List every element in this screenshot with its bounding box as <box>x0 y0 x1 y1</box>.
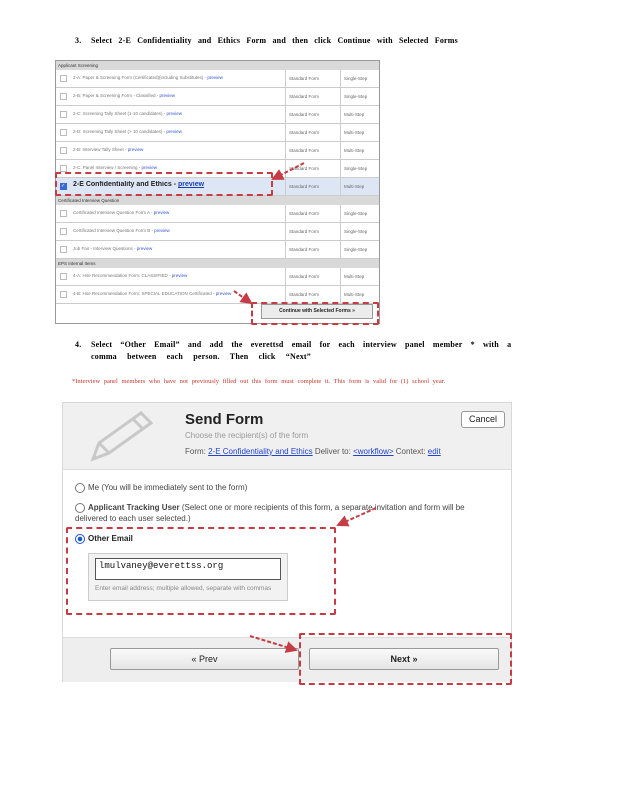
form-method: Multi-Step <box>340 286 379 303</box>
preview-link[interactable]: preview <box>141 165 158 170</box>
preview-link[interactable]: preview <box>127 147 144 152</box>
form-type: Standard Form <box>285 178 340 195</box>
form-name-text: Job Fair - Interview Questions - <box>73 246 137 251</box>
option-me-label: Me (You will be immediately sent to the form) <box>88 483 248 493</box>
send-form-subtitle: Choose the recipient(s) of the form <box>185 431 309 440</box>
form-method: Single-Step <box>340 223 379 240</box>
step-4-line1: Select “Other Email” and add the everettsd email for each interview panel member * with a <box>91 340 512 349</box>
preview-link[interactable]: preview <box>136 246 153 251</box>
context-edit-link[interactable]: edit <box>427 447 441 456</box>
context-label: Context: <box>393 447 428 456</box>
ats-description: (Select one or more recipients of this form, a separate invitation and form will be <box>179 503 465 513</box>
email-hint: Enter email address; multiple allowed, separate with commas <box>95 585 272 592</box>
form-type: Standard Form <box>285 88 340 105</box>
arrow-to-selected-form <box>273 163 304 179</box>
preview-link[interactable]: preview <box>207 75 223 80</box>
form-type: Standard Form <box>285 241 340 258</box>
form-method: Single-Step <box>340 160 379 177</box>
preview-link[interactable]: preview <box>154 228 170 233</box>
form-method: Multi-Step <box>340 124 379 141</box>
form-type: Standard Form <box>285 142 340 159</box>
form-name-text: 2-C: Screening Tally Sheet (1-10 candidates) - <box>73 111 167 116</box>
preview-link[interactable]: preview <box>166 129 182 134</box>
form-method: Single-Step <box>340 241 379 258</box>
step-3-number: 3. <box>75 36 82 45</box>
form-name-text: 4-B: Hire Recommendation Form: SPECIAL EDUCATION Certificated - <box>73 291 216 296</box>
form-name-link[interactable]: 2-E Confidentiality and Ethics <box>208 447 313 456</box>
ats-description-line2: delivered to each user selected.) <box>75 514 191 523</box>
preview-link[interactable]: preview <box>166 111 182 116</box>
continue-with-selected-forms-button[interactable]: Continue with Selected Forms » <box>261 304 373 319</box>
other-email-label: Other Email <box>88 534 133 544</box>
form-name-text: 2-E Confidentiality and Ethics - <box>73 181 179 188</box>
form-type: Standard Form <box>285 124 340 141</box>
next-button[interactable]: Next » <box>309 648 499 670</box>
form-method: Multi-Step <box>340 178 379 195</box>
form-method: Multi-Step <box>340 106 379 123</box>
preview-link[interactable]: preview <box>153 210 170 215</box>
form-method: Multi-Step <box>340 142 379 159</box>
form-type: Standard Form <box>285 205 340 222</box>
form-name-text: 2-A: Paper & Screening Form (Certificated)(including Substitutes) - <box>73 75 208 80</box>
step-3-text: Select 2-E Confidentiality and Ethics Form and then click Continue with Selected Forms <box>91 36 458 45</box>
arrow-to-next <box>250 636 296 650</box>
form-name-text: 2-C: Panel Interview / Screening - <box>73 165 142 170</box>
form-name-text: Certificated Interview Question Form B - <box>73 228 155 233</box>
workflow-link[interactable]: <workflow> <box>353 447 394 456</box>
arrow-to-other-email <box>338 508 376 525</box>
form-method: Single-Step <box>340 205 379 222</box>
form-type: Standard Form <box>285 223 340 240</box>
form-name-text: 2-B: Interview Tally Sheet - <box>73 147 128 152</box>
form-type: Standard Form <box>285 268 340 285</box>
form-method: Multi-Step <box>340 268 379 285</box>
form-type: Standard Form <box>285 160 340 177</box>
section-header: Applicant Screening <box>56 61 379 70</box>
form-type: Standard Form <box>285 286 340 303</box>
form-label: Form: <box>185 447 209 456</box>
form-name-text: 2-B: Paper & Screening Form - Classified - <box>73 93 160 98</box>
prev-button[interactable]: « Prev <box>110 648 299 670</box>
panel-member-note: *Interview panel members who have not previously filled out this form must complete it. This form is valid for (1) school year. <box>72 378 446 385</box>
preview-link[interactable]: preview <box>171 273 188 278</box>
form-name-text: Certificated Interview Question Form A - <box>73 210 154 215</box>
arrow-to-continue <box>234 291 251 303</box>
section-header: Certificated Interview Question <box>56 196 379 205</box>
form-type: Standard Form <box>285 70 340 87</box>
form-name-text: 2-D: Screening Tally Sheet (> 10 candidates) - <box>73 129 167 134</box>
preview-link[interactable]: preview <box>159 93 176 98</box>
ats-label: Applicant Tracking User <box>88 503 180 513</box>
form-name-text: 4-A: Hire Recommendation Form: CLASSIFIED - <box>73 273 172 278</box>
form-type: Standard Form <box>285 106 340 123</box>
form-method: Single-Step <box>340 88 379 105</box>
preview-link[interactable]: preview <box>215 291 232 296</box>
send-form-title: Send Form <box>185 411 264 428</box>
form-method: Single-Step <box>340 70 379 87</box>
step-4-number: 4. <box>75 340 82 349</box>
preview-link[interactable]: preview <box>178 181 205 188</box>
deliver-label: Deliver to: <box>312 447 354 456</box>
email-input[interactable]: lmulvaney@everettss.org <box>95 558 281 580</box>
section-header: EPS Internal Items <box>56 259 379 268</box>
step-4-line2: comma between each person. Then click “Next” <box>91 352 311 361</box>
cancel-button[interactable]: Cancel <box>461 411 505 428</box>
